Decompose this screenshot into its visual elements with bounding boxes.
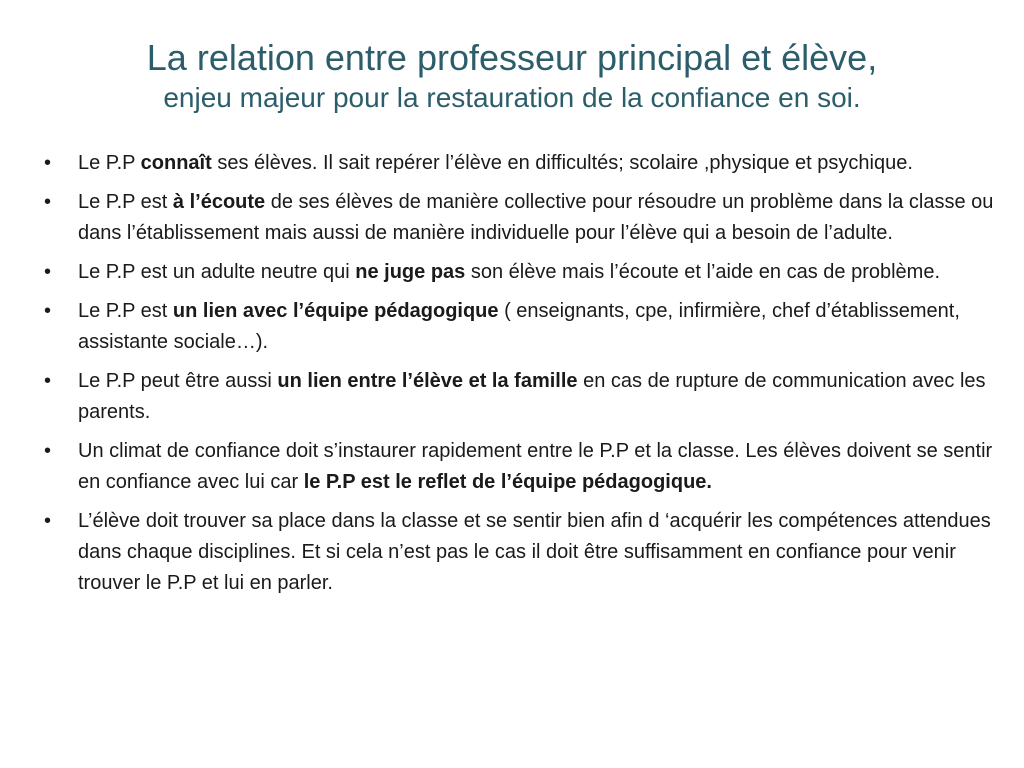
bullet-item (44, 257, 994, 288)
bullet-part: de ses élèves de manière collective pour résoudre un problème dans la classe ou dans l’établissement mais aussi de manière individuelle pour l’élève qui a besoin de l’adulte. (78, 191, 994, 244)
bullet-part-bold: ne juge pas (355, 261, 466, 283)
bullet-part: Le P.P est (78, 300, 173, 322)
bullet-part: Le P.P est un adulte neutre qui (78, 261, 356, 283)
bullet-part: Le P.P (78, 152, 141, 174)
bullet-icon: • (44, 370, 52, 392)
bullet-icon: • (44, 510, 52, 532)
bullet-part: son élève mais l’écoute et l’aide en cas de problème. (465, 261, 941, 283)
bullet-item (44, 366, 994, 428)
bullet-part-bold: le P.P est le reflet de l’équipe pédagogique. (303, 471, 712, 493)
bullet-text (78, 440, 992, 493)
bullet-part: ses élèves. Il sait repérer l’élève en difficultés; scolaire ,physique et psychique. (211, 152, 913, 174)
bullet-part: Un climat de confiance doit s’instaurer rapidement entre le P.P et la classe. Les élèves doivent se sentir en confiance avec lui car (78, 440, 993, 493)
bullet-icon: • (44, 191, 52, 213)
bullet-text (78, 510, 991, 594)
bullet-part: ( enseignants, cpe, infirmière, chef d’établissement, assistante sociale…). (78, 300, 960, 353)
bullet-part-bold: un lien entre l’élève et la famille (277, 370, 578, 392)
title-line-2: enjeu majeur pour la restauration de la confiance en soi. (163, 82, 861, 113)
bullet-part: en cas de rupture de communication avec les parents. (78, 370, 986, 423)
bullet-text (78, 261, 940, 283)
bullet-text (78, 370, 986, 423)
bullet-icon: • (44, 300, 52, 322)
bullet-part-bold: un lien avec l’équipe pédagogique (172, 300, 499, 322)
bullet-part: Le P.P peut être aussi (78, 370, 278, 392)
slide-title (20, 36, 1004, 116)
bullet-item (44, 148, 994, 179)
bullet-list (44, 148, 994, 607)
bullet-icon: • (44, 152, 52, 174)
bullet-icon: • (44, 261, 52, 283)
bullet-item (44, 506, 994, 599)
bullet-text (78, 191, 993, 244)
bullet-item (44, 296, 994, 358)
bullet-item (44, 187, 994, 249)
bullet-part-bold: connaît (140, 152, 212, 174)
bullet-icon: • (44, 440, 52, 462)
bullet-part-bold: à l’écoute (172, 191, 266, 213)
title-line-1: La relation entre professeur principal et élève, (146, 37, 878, 78)
bullet-item (44, 436, 994, 498)
bullet-part: L’élève doit trouver sa place dans la classe et se sentir bien afin d ‘acquérir les compétences attendues dans chaque disciplines. Et si cela n’est pas le cas il doit être suffisamment en confiance pour venir trouver le P.P et lui en parler. (78, 510, 991, 594)
bullet-text (78, 300, 960, 353)
bullet-text (78, 152, 913, 174)
bullet-part: Le P.P est (78, 191, 173, 213)
